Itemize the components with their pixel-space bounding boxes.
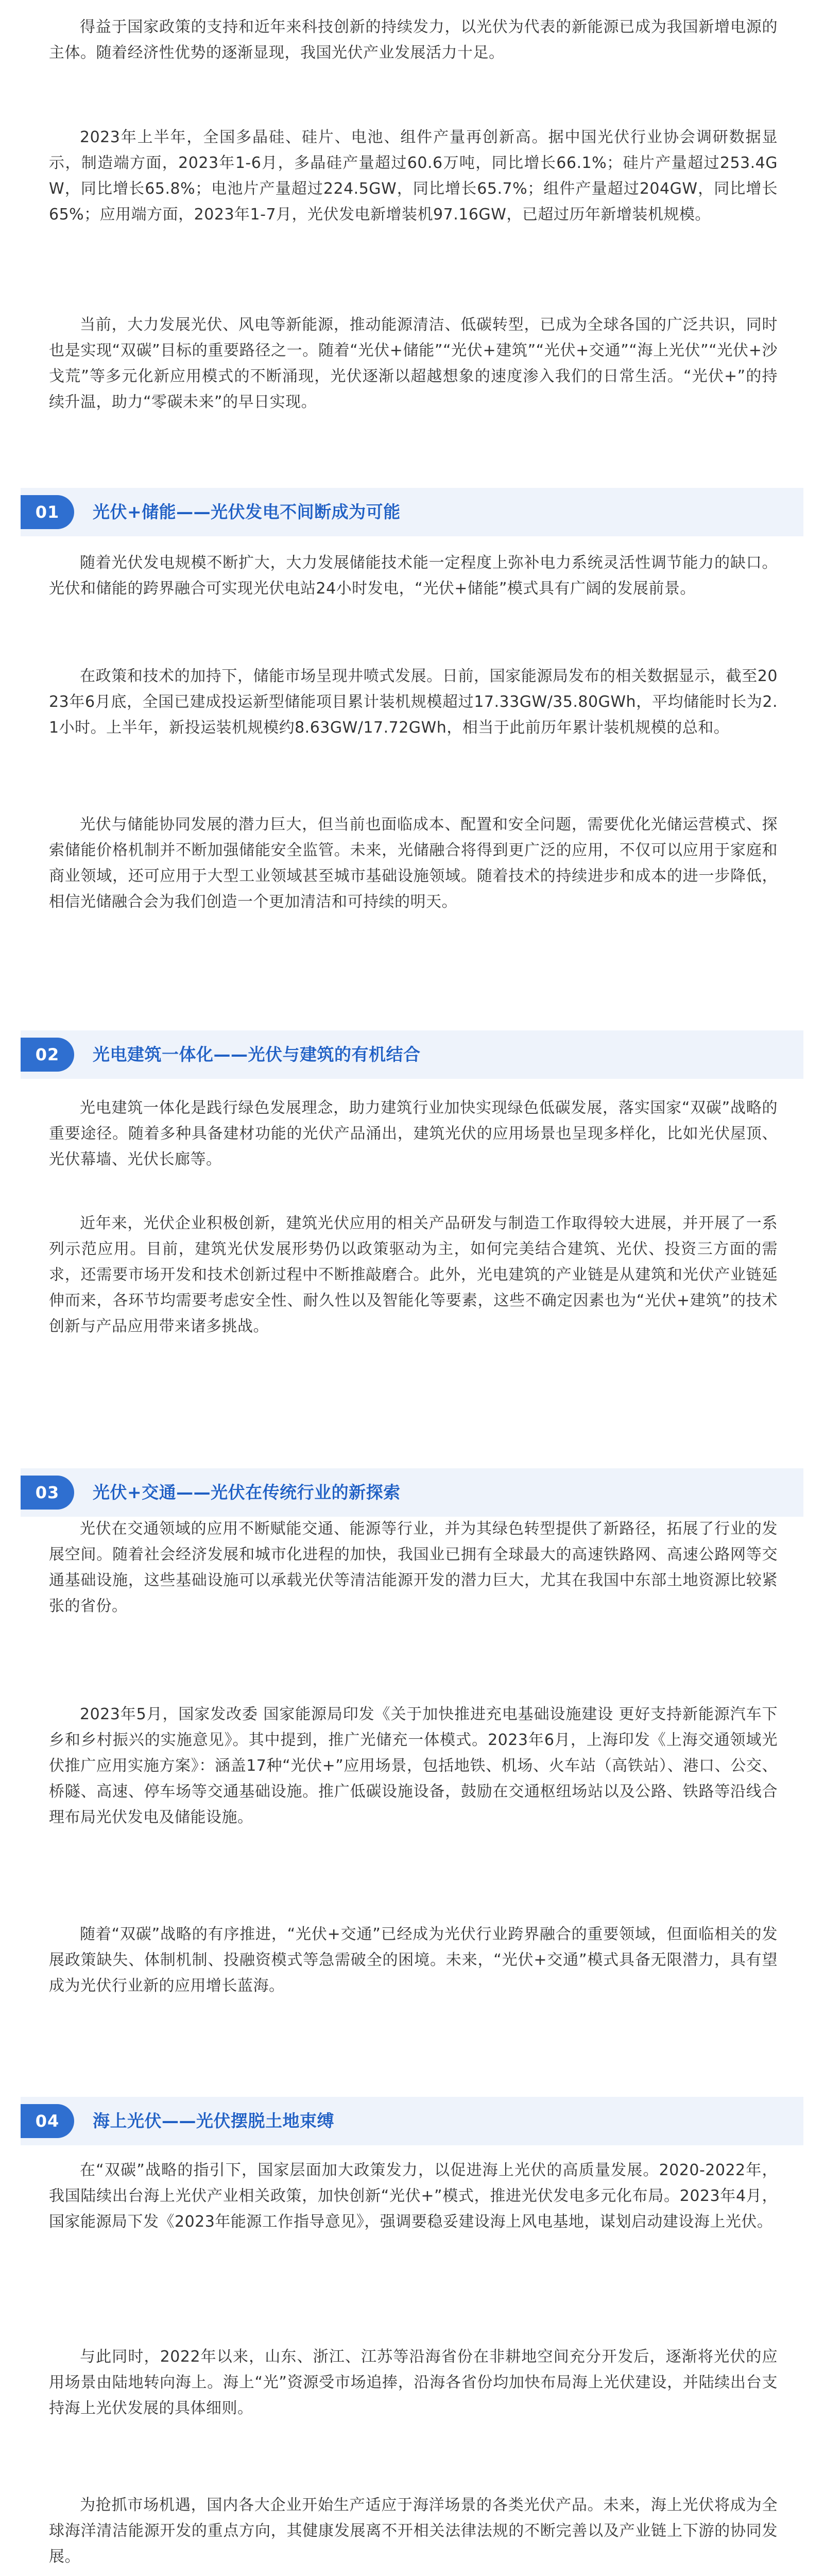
section-02-paragraph-2: 近年来，光伏企业积极创新，建筑光伏应用的相关产品研发与制造工作取得较大进展，并开展了一系列示范应用。目前，建筑光伏发展形势仍以政策驱动为主，如何完美结合建筑、光伏、投资三方面的需求，还需要市场开发和技术创新过程中不断推敲磨合。此外，光电建筑的产业链是从建筑和光伏产业链延伸而来，各环节均需要考虑安全性、耐久性以及智能化等要素，这些不确定因素也为“光伏+建筑”的技术创新与产品应用带来诸多挑战。 [49,1214,778,1335]
section-title: 光电建筑一体化——光伏与建筑的有机结合 [93,1044,421,1064]
intro-paragraph-1: 得益于国家政策的支持和近年来科技创新的持续发力，以光伏为代表的新能源已成为我国新增电源的主体。随着经济性优势的逐渐显现，我国光伏产业发展活力十足。 [49,18,778,62]
section-03-paragraph-2: 2023年5月，国家发改委 国家能源局印发《关于加快推进充电基础设施建设 更好支持新能源汽车下乡和乡村振兴的实施意见》。其中提到，推广光储充一体模式。2023年6月，上海印发《上海交通领域光伏推广应用实施方案》：涵盖17种“光伏+”应用场景，包括地铁、机场、火车站（高铁站）、港口、公交、桥隧、高速、停车场等交通基础设施。推广低碳设施设备，鼓励在交通枢纽场站以及公路、铁路等沿线合理布局光伏发电及储能设施。 [49,1705,778,1826]
section-header-04 [21,2097,803,2145]
section-01-paragraph-2: 在政策和技术的加持下，储能市场呈现井喷式发展。日前，国家能源局发布的相关数据显示，截至2023年6月底，全国已建成投运新型储能项目累计装机规模超过17.33GW/35.80GWh，平均储能时长为2.1小时。上半年，新投运装机规模约8.63GW/17.72GWh，相当于此前历年累计装机规模的总和。 [49,667,778,737]
section-02-paragraph-1: 光电建筑一体化是践行绿色发展理念，助力建筑行业加快实现绿色低碳发展，落实国家“双碳”战略的重要途径。随着多种具备建材功能的光伏产品涌出，建筑光伏的应用场景也呈现多样化，比如光伏屋顶、光伏幕墙、光伏长廊等。 [49,1099,778,1168]
section-title: 光伏+交通——光伏在传统行业的新探索 [93,1482,401,1502]
section-04-paragraph-2: 与此同时，2022年以来，山东、浙江、江苏等沿海省份在非耕地空间充分开发后，逐渐将光伏的应用场景由陆地转向海上。海上“光”资源受市场追捧，沿海各省份均加快布局海上光伏建设，并陆续出台支持海上光伏发展的具体细则。 [49,2348,778,2417]
intro-paragraph-2: 2023年上半年，全国多晶硅、硅片、电池、组件产量再创新高。据中国光伏行业协会调研数据显示，制造端方面，2023年1-6月，多晶硅产量超过60.6万吨，同比增长66.1%；硅片产量超过253.4GW，同比增长65.8%；电池片产量超过224.5GW，同比增长65.7%；组件产量超过204GW，同比增长65%；应用端方面，2023年1-7月，光伏发电新增装机97.16GW，已超过历年新增装机规模。 [49,128,778,224]
section-header-02 [21,1030,803,1079]
section-04-paragraph-1: 在“双碳”战略的指引下，国家层面加大政策发力，以促进海上光伏的高质量发展。2020-2022年，我国陆续出台海上光伏产业相关政策，加快创新“光伏+”模式，推进光伏发电多元化布局。2023年4月，国家能源局下发《2023年能源工作指导意见》，强调要稳妥建设海上风电基地，谋划启动建设海上光伏。 [49,2161,778,2231]
section-header-01 [21,488,803,536]
section-title: 海上光伏——光伏摆脱土地束缚 [93,2111,334,2131]
intro-paragraph-3: 当前，大力发展光伏、风电等新能源，推动能源清洁、低碳转型，已成为全球各国的广泛共识，同时也是实现“双碳”目标的重要路径之一。随着“光伏+储能”“光伏+建筑”“光伏+交通”“海上光伏”“光伏+沙戈荒”等多元化新应用模式的不断涌现，光伏逐渐以超越想象的速度渗入我们的日常生活。“光伏+”的持续升温，助力“零碳未来”的早日实现。 [49,316,778,411]
section-number-badge: 02 [21,1038,74,1072]
section-01-paragraph-1: 随着光伏发电规模不断扩大，大力发展储能技术能一定程度上弥补电力系统灵活性调节能力的缺口。光伏和储能的跨界融合可实现光伏电站24小时发电，“光伏+储能”模式具有广阔的发展前景。 [49,554,778,598]
section-title: 光伏+储能——光伏发电不间断成为可能 [93,502,401,522]
section-04-paragraph-3: 为抢抓市场机遇，国内各大企业开始生产适应于海洋场景的各类光伏产品。未来，海上光伏将成为全球海洋清洁能源开发的重点方向，其健康发展离不开相关法律法规的不断完善以及产业链上下游的协同发展。 [49,2496,778,2566]
section-number-badge: 04 [21,2104,74,2138]
section-03-paragraph-3: 随着“双碳”战略的有序推进，“光伏+交通”已经成为光伏行业跨界融合的重要领域，但面临相关的发展政策缺失、体制机制、投融资模式等急需破全的困境。未来，“光伏+交通”模式具备无限潜力，具有望成为光伏行业新的应用增长蓝海。 [49,1925,778,1995]
section-number-badge: 01 [21,495,74,529]
section-header-03 [21,1468,803,1517]
section-number-badge: 03 [21,1476,74,1510]
section-03-paragraph-1: 光伏在交通领域的应用不断赋能交通、能源等行业，并为其绿色转型提供了新路径，拓展了行业的发展空间。随着社会经济发展和城市化进程的加快，我国业已拥有全球最大的高速铁路网、高速公路网等交通基础设施，这些基础设施可以承载光伏等清洁能源开发的潜力巨大，尤其在我国中东部土地资源比较紧张的省份。 [49,1520,778,1615]
section-01-paragraph-3: 光伏与储能协同发展的潜力巨大，但当前也面临成本、配置和安全问题，需要优化光储运营模式、探索储能价格机制并不断加强储能安全监管。未来，光储融合将得到更广泛的应用，不仅可以应用于家庭和商业领域，还可应用于大型工业领域甚至城市基础设施领域。随着技术的持续进步和成本的进一步降低，相信光储融合会为我们创造一个更加清洁和可持续的明天。 [49,816,778,911]
